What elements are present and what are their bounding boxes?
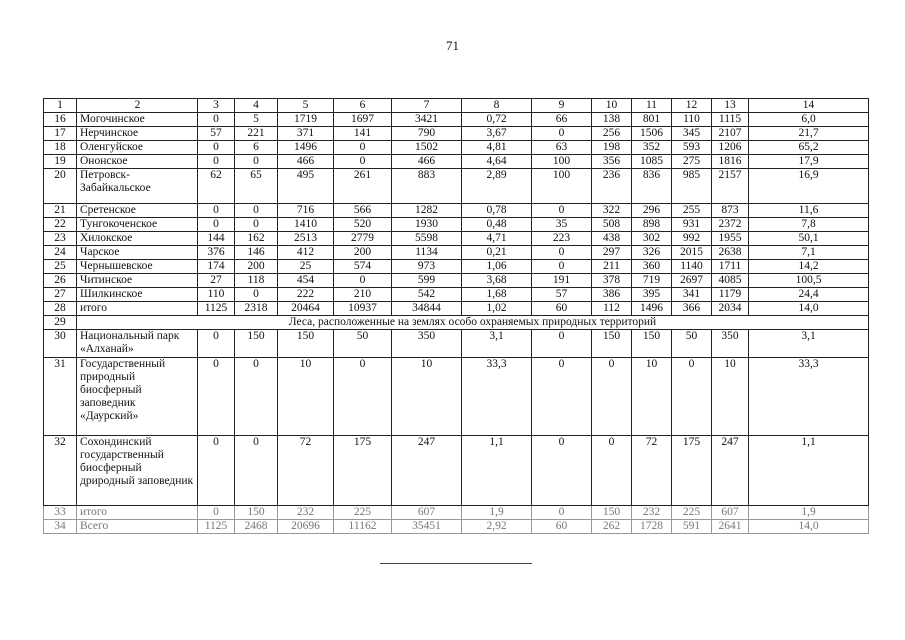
table-row [44,302,869,316]
table-cell: 371 [278,127,334,141]
table-cell: 1,1 [462,436,532,506]
table-cell: 931 [672,218,712,232]
table-cell: 2641 [712,520,749,534]
table-cell: 14 [749,99,869,113]
table-cell: 16 [44,113,77,127]
table-cell: 60 [532,302,592,316]
table-cell: 27 [44,288,77,302]
table-cell: 0,72 [462,113,532,127]
section-row [44,316,869,330]
table-row [44,520,869,534]
table-cell: 1697 [334,113,392,127]
table-cell: 10 [278,358,334,436]
row-name: Национальный парк «Алханай» [77,330,198,358]
table-cell: 4,64 [462,155,532,169]
table-cell: 542 [392,288,462,302]
table-cell: 0 [198,436,235,506]
table-cell: 100,5 [749,274,869,288]
table-cell: 200 [235,260,278,274]
table-cell: 0 [592,436,632,506]
row-name: Тунгокоченское [77,218,198,232]
table-cell: 14,0 [749,302,869,316]
table-cell: 50,1 [749,232,869,246]
table-cell: 973 [392,260,462,274]
table-row [44,113,869,127]
table-cell: 0 [532,506,592,520]
table-cell: 4085 [712,274,749,288]
table-cell: 175 [334,436,392,506]
table-cell: 1179 [712,288,749,302]
table-row [44,218,869,232]
table-cell: 72 [632,436,672,506]
table-cell: 0 [592,358,632,436]
table-cell: 72 [278,436,334,506]
table-cell: 262 [592,520,632,534]
table-cell: 360 [632,260,672,274]
table-cell: 110 [672,113,712,127]
table-cell: 2468 [235,520,278,534]
table-cell: 1711 [712,260,749,274]
table-cell: 296 [632,204,672,218]
row-name: Государственный природный биосферный заповедник «Даурский» [77,358,198,436]
table-cell: 150 [592,506,632,520]
table-cell: 0,21 [462,246,532,260]
table-cell: 27 [198,274,235,288]
table-cell: 10 [712,358,749,436]
table-cell: 12 [672,99,712,113]
table-cell: 6 [235,141,278,155]
table-cell: 412 [278,246,334,260]
table-cell: 0 [532,204,592,218]
table-cell: 0 [198,155,235,169]
table-cell: 221 [235,127,278,141]
row-name: Ононское [77,155,198,169]
table-row [44,232,869,246]
section-number: 29 [44,316,77,330]
table-cell: 23 [44,232,77,246]
row-name: итого [77,302,198,316]
table-cell: 2779 [334,232,392,246]
table-cell: 801 [632,113,672,127]
table-cell: 1955 [712,232,749,246]
table-cell: 3,1 [749,330,869,358]
table-row [44,288,869,302]
table-cell: 1502 [392,141,462,155]
table-row [44,358,869,436]
table-cell: 150 [235,330,278,358]
table-cell: 7,8 [749,218,869,232]
table-cell: 1496 [278,141,334,155]
table-cell: 261 [334,169,392,204]
row-name: Нерчинское [77,127,198,141]
table-cell: 1,1 [749,436,869,506]
table-cell: 34844 [392,302,462,316]
table-cell: 118 [235,274,278,288]
table-cell: 31 [44,358,77,436]
table-cell: 35451 [392,520,462,534]
table-cell: 1140 [672,260,712,274]
table-cell: 873 [712,204,749,218]
row-name: Оленгуйское [77,141,198,155]
table-cell: 65,2 [749,141,869,155]
table-row [44,506,869,520]
table-cell: 3,67 [462,127,532,141]
table-cell: 345 [672,127,712,141]
table-cell: 790 [392,127,462,141]
table-cell: 0 [532,246,592,260]
row-name: Читинское [77,274,198,288]
table-cell: 150 [592,330,632,358]
table-cell: 350 [712,330,749,358]
table-cell: 63 [532,141,592,155]
table-cell: 34 [44,520,77,534]
table-cell: 0 [672,358,712,436]
table-cell: 0 [235,288,278,302]
table-cell: 247 [712,436,749,506]
table-cell: 222 [278,288,334,302]
row-name: 2 [77,99,198,113]
table-cell: 16,9 [749,169,869,204]
row-name: итого [77,506,198,520]
table-cell: 1134 [392,246,462,260]
table-cell: 66 [532,113,592,127]
table-cell: 25 [44,260,77,274]
table-cell: 144 [198,232,235,246]
table-cell: 0 [198,141,235,155]
table-cell: 255 [672,204,712,218]
table-cell: 100 [532,169,592,204]
table-cell: 1,9 [462,506,532,520]
table-cell: 141 [334,127,392,141]
table-row [44,330,869,358]
forest-data-table [43,98,869,534]
table-cell: 21,7 [749,127,869,141]
table-cell: 57 [198,127,235,141]
table-cell: 7,1 [749,246,869,260]
table-cell: 32 [44,436,77,506]
table-cell: 593 [672,141,712,155]
table-cell: 2107 [712,127,749,141]
table-cell: 2318 [235,302,278,316]
table-cell: 326 [632,246,672,260]
row-name: Сохондинский государственный биосферный дриродный заповедник [77,436,198,506]
table-cell: 607 [392,506,462,520]
table-cell: 0 [235,218,278,232]
table-cell: 14,2 [749,260,869,274]
table-cell: 2,92 [462,520,532,534]
table-cell: 5598 [392,232,462,246]
table-cell: 0 [235,358,278,436]
table-cell: 2034 [712,302,749,316]
table-cell: 138 [592,113,632,127]
table-cell: 0 [198,330,235,358]
table-cell: 210 [334,288,392,302]
table-cell: 19 [44,155,77,169]
footer-rule [380,563,532,564]
table-cell: 0 [198,358,235,436]
table-cell: 2372 [712,218,749,232]
table-cell: 26 [44,274,77,288]
table-row [44,127,869,141]
table-cell: 2015 [672,246,712,260]
table-cell: 150 [632,330,672,358]
table-cell: 1930 [392,218,462,232]
table-cell: 341 [672,288,712,302]
table-cell: 236 [592,169,632,204]
table-row [44,274,869,288]
table-cell: 0 [532,127,592,141]
table-cell: 4,81 [462,141,532,155]
table-cell: 1206 [712,141,749,155]
table-cell: 1125 [198,302,235,316]
table-cell: 65 [235,169,278,204]
table-cell: 20464 [278,302,334,316]
table-cell: 0 [235,155,278,169]
table-cell: 3,1 [462,330,532,358]
table-cell: 24,4 [749,288,869,302]
table-cell: 356 [592,155,632,169]
table-cell: 1125 [198,520,235,534]
table-cell: 1496 [632,302,672,316]
table-cell: 0 [198,204,235,218]
table-cell: 13 [712,99,749,113]
table-cell: 6 [334,99,392,113]
row-name: Всего [77,520,198,534]
table-cell: 0 [235,204,278,218]
table-cell: 6,0 [749,113,869,127]
table-cell: 716 [278,204,334,218]
table-cell: 5 [235,113,278,127]
table-cell: 162 [235,232,278,246]
table-cell: 591 [672,520,712,534]
table-cell: 9 [532,99,592,113]
table-cell: 1,9 [749,506,869,520]
table-cell: 1816 [712,155,749,169]
table-row [44,141,869,155]
table-cell: 30 [44,330,77,358]
table-row [44,246,869,260]
table-cell: 2513 [278,232,334,246]
table-cell: 198 [592,141,632,155]
table-cell: 33,3 [749,358,869,436]
table-cell: 395 [632,288,672,302]
table-cell: 0,78 [462,204,532,218]
table-cell: 10 [632,358,672,436]
table-cell: 3,68 [462,274,532,288]
table-cell: 2638 [712,246,749,260]
table-cell: 0 [334,358,392,436]
table-cell: 17 [44,127,77,141]
row-name: Шилкинское [77,288,198,302]
table-cell: 232 [632,506,672,520]
table-cell: 0,48 [462,218,532,232]
table-cell: 100 [532,155,592,169]
table-cell: 50 [672,330,712,358]
table-cell: 1,06 [462,260,532,274]
table-cell: 1085 [632,155,672,169]
table-cell: 599 [392,274,462,288]
table-cell: 352 [632,141,672,155]
table-cell: 10937 [334,302,392,316]
table-row [44,169,869,204]
table-cell: 836 [632,169,672,204]
table-cell: 378 [592,274,632,288]
table-cell: 574 [334,260,392,274]
table-cell: 1 [44,99,77,113]
table-cell: 223 [532,232,592,246]
table-cell: 7 [392,99,462,113]
table-row [44,260,869,274]
table-cell: 62 [198,169,235,204]
table-cell: 386 [592,288,632,302]
table-cell: 366 [672,302,712,316]
table-cell: 0 [334,155,392,169]
table-cell: 1506 [632,127,672,141]
table-cell: 25 [278,260,334,274]
table-row [44,436,869,506]
table-cell: 191 [532,274,592,288]
table-cell: 247 [392,436,462,506]
table-cell: 566 [334,204,392,218]
table-cell: 24 [44,246,77,260]
row-name: Чернышевское [77,260,198,274]
table-cell: 607 [712,506,749,520]
table-cell: 0 [334,274,392,288]
table-cell: 1728 [632,520,672,534]
table-cell: 985 [672,169,712,204]
table-cell: 18 [44,141,77,155]
table-cell: 1,02 [462,302,532,316]
table-cell: 2157 [712,169,749,204]
table-cell: 211 [592,260,632,274]
table-cell: 200 [334,246,392,260]
table-cell: 60 [532,520,592,534]
table-cell: 175 [672,436,712,506]
section-title: Леса, расположенные на землях особо охраняемых природных территорий [77,316,869,330]
table-row [44,204,869,218]
table-cell: 1,68 [462,288,532,302]
table-cell: 0 [198,113,235,127]
table-cell: 11162 [334,520,392,534]
table-cell: 1410 [278,218,334,232]
table-cell: 898 [632,218,672,232]
table-cell: 495 [278,169,334,204]
table-cell: 350 [392,330,462,358]
table-cell: 0 [532,358,592,436]
table-cell: 0 [532,330,592,358]
table-cell: 20696 [278,520,334,534]
table-cell: 10 [592,99,632,113]
table-cell: 454 [278,274,334,288]
table-cell: 1115 [712,113,749,127]
table-cell: 11,6 [749,204,869,218]
table-cell: 2697 [672,274,712,288]
table-cell: 112 [592,302,632,316]
row-name: Хилокское [77,232,198,246]
table-cell: 50 [334,330,392,358]
table-cell: 1719 [278,113,334,127]
table-cell: 0 [235,436,278,506]
table-cell: 57 [532,288,592,302]
table-cell: 3 [198,99,235,113]
table-cell: 225 [334,506,392,520]
table-cell: 174 [198,260,235,274]
table-cell: 466 [392,155,462,169]
table-cell: 508 [592,218,632,232]
row-name: Петровск-Забайкальское [77,169,198,204]
table-cell: 11 [632,99,672,113]
table-cell: 17,9 [749,155,869,169]
table-cell: 0 [334,141,392,155]
table-cell: 14,0 [749,520,869,534]
table-cell: 719 [632,274,672,288]
table-cell: 4,71 [462,232,532,246]
table-cell: 2,89 [462,169,532,204]
table-cell: 28 [44,302,77,316]
table-cell: 232 [278,506,334,520]
table-cell: 322 [592,204,632,218]
table-cell: 110 [198,288,235,302]
table-cell: 146 [235,246,278,260]
table-cell: 297 [592,246,632,260]
table-cell: 992 [672,232,712,246]
table-cell: 225 [672,506,712,520]
table-cell: 0 [532,436,592,506]
table-cell: 22 [44,218,77,232]
table-cell: 150 [278,330,334,358]
table-cell: 35 [532,218,592,232]
table-cell: 8 [462,99,532,113]
table-cell: 1282 [392,204,462,218]
table-cell: 20 [44,169,77,204]
table-cell: 376 [198,246,235,260]
row-name: Чарское [77,246,198,260]
table-cell: 0 [198,506,235,520]
table-cell: 466 [278,155,334,169]
table-cell: 883 [392,169,462,204]
table-cell: 0 [198,218,235,232]
table-row [44,99,869,113]
table-cell: 4 [235,99,278,113]
table-cell: 150 [235,506,278,520]
table-cell: 0 [532,260,592,274]
table-cell: 275 [672,155,712,169]
table-cell: 302 [632,232,672,246]
table-cell: 438 [592,232,632,246]
table-cell: 10 [392,358,462,436]
table-cell: 33,3 [462,358,532,436]
row-name: Сретенское [77,204,198,218]
table-cell: 520 [334,218,392,232]
table-cell: 21 [44,204,77,218]
table-cell: 33 [44,506,77,520]
table-cell: 256 [592,127,632,141]
table-row [44,155,869,169]
page-number: 71 [446,38,459,53]
table-cell: 5 [278,99,334,113]
table-cell: 3421 [392,113,462,127]
row-name: Могочинское [77,113,198,127]
